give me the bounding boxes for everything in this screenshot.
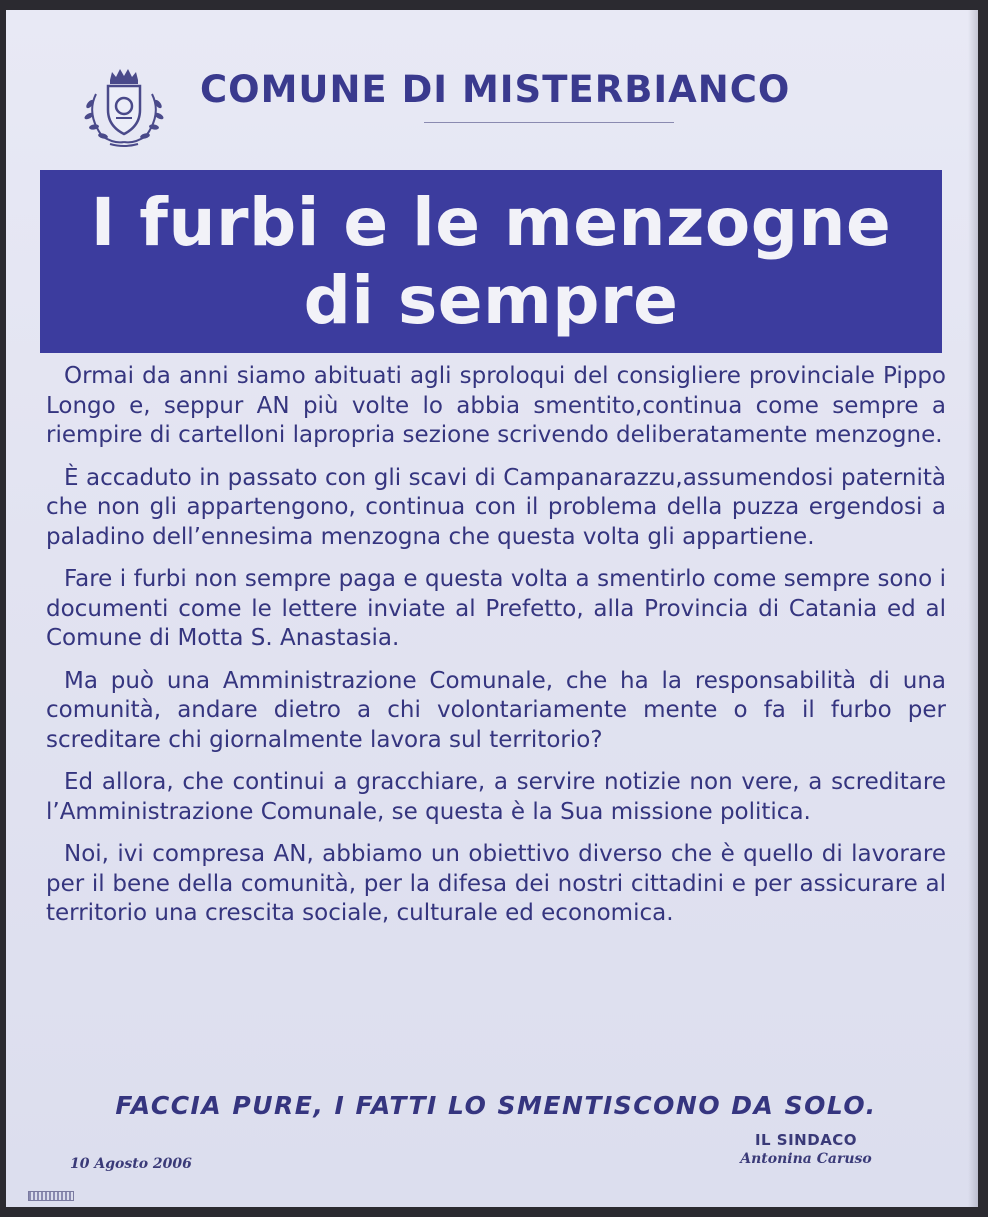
headline [40, 184, 942, 340]
body-text [46, 362, 946, 942]
paragraph-4: Ma può una Amministrazione Comunale, che ha la responsabilità di una comunità, andare dietro a chi volontariamente mente o fa il furbo per screditare chi giornalmente lavora sul territorio? [46, 667, 946, 753]
signature-name: Antonina Caruso [740, 1151, 872, 1167]
paragraph-3: Fare i furbi non sempre paga e questa volta a smentirlo come sempre sono i documenti come le lettere inviate al Prefetto, alla Provincia di Catania ed al Comune di Motta S. Anastasia. [46, 566, 946, 651]
municipality-title: COMUNE DI MISTERBIANCO [200, 68, 791, 111]
paragraph-2: È accaduto in passato con gli scavi di Campanarazzu,assumendosi paternità che non gli appartengono, continua con il problema della puzza ergendosi a paladino dell’ennesima menzogna che questa volta gli appartiene. [46, 464, 946, 550]
headline-line-2: di sempre [303, 262, 679, 339]
signature-role: IL SINDACO [754, 1131, 858, 1149]
headline-banner [40, 170, 942, 353]
signature-block [696, 1131, 916, 1167]
poster-edge-shadow [968, 10, 978, 1207]
title-underline [424, 122, 674, 123]
headline-line-1: I furbi e le menzogne [90, 184, 892, 261]
poster [6, 10, 978, 1207]
municipal-crest-icon [76, 64, 172, 150]
closing-statement: FACCIA PURE, I FATTI LO SMENTISCONO DA SOLO. [115, 1091, 877, 1120]
printer-mark [28, 1191, 74, 1201]
poster-header [6, 10, 978, 160]
paragraph-5: Ed allora, che continui a gracchiare, a servire notizie non vere, a screditare l’Amministrazione Comunale, se questa è la Sua missione politica. [46, 769, 946, 825]
paragraph-1: Ormai da anni siamo abituati agli sproloqui del consigliere provinciale Pippo Longo e, seppur AN più volte lo abbia smentito,continua come sempre a riempire di cartelloni lapropria sezione scrivendo deliberatamente menzogne. [46, 363, 946, 448]
paragraph-6: Noi, ivi compresa AN, abbiamo un obiettivo diverso che è quello di lavorare per il bene della comunità, per la difesa dei nostri cittadini e per assicurare al territorio una crescita sociale, culturale ed economica. [46, 841, 946, 926]
date: 10 Agosto 2006 [70, 1156, 192, 1172]
